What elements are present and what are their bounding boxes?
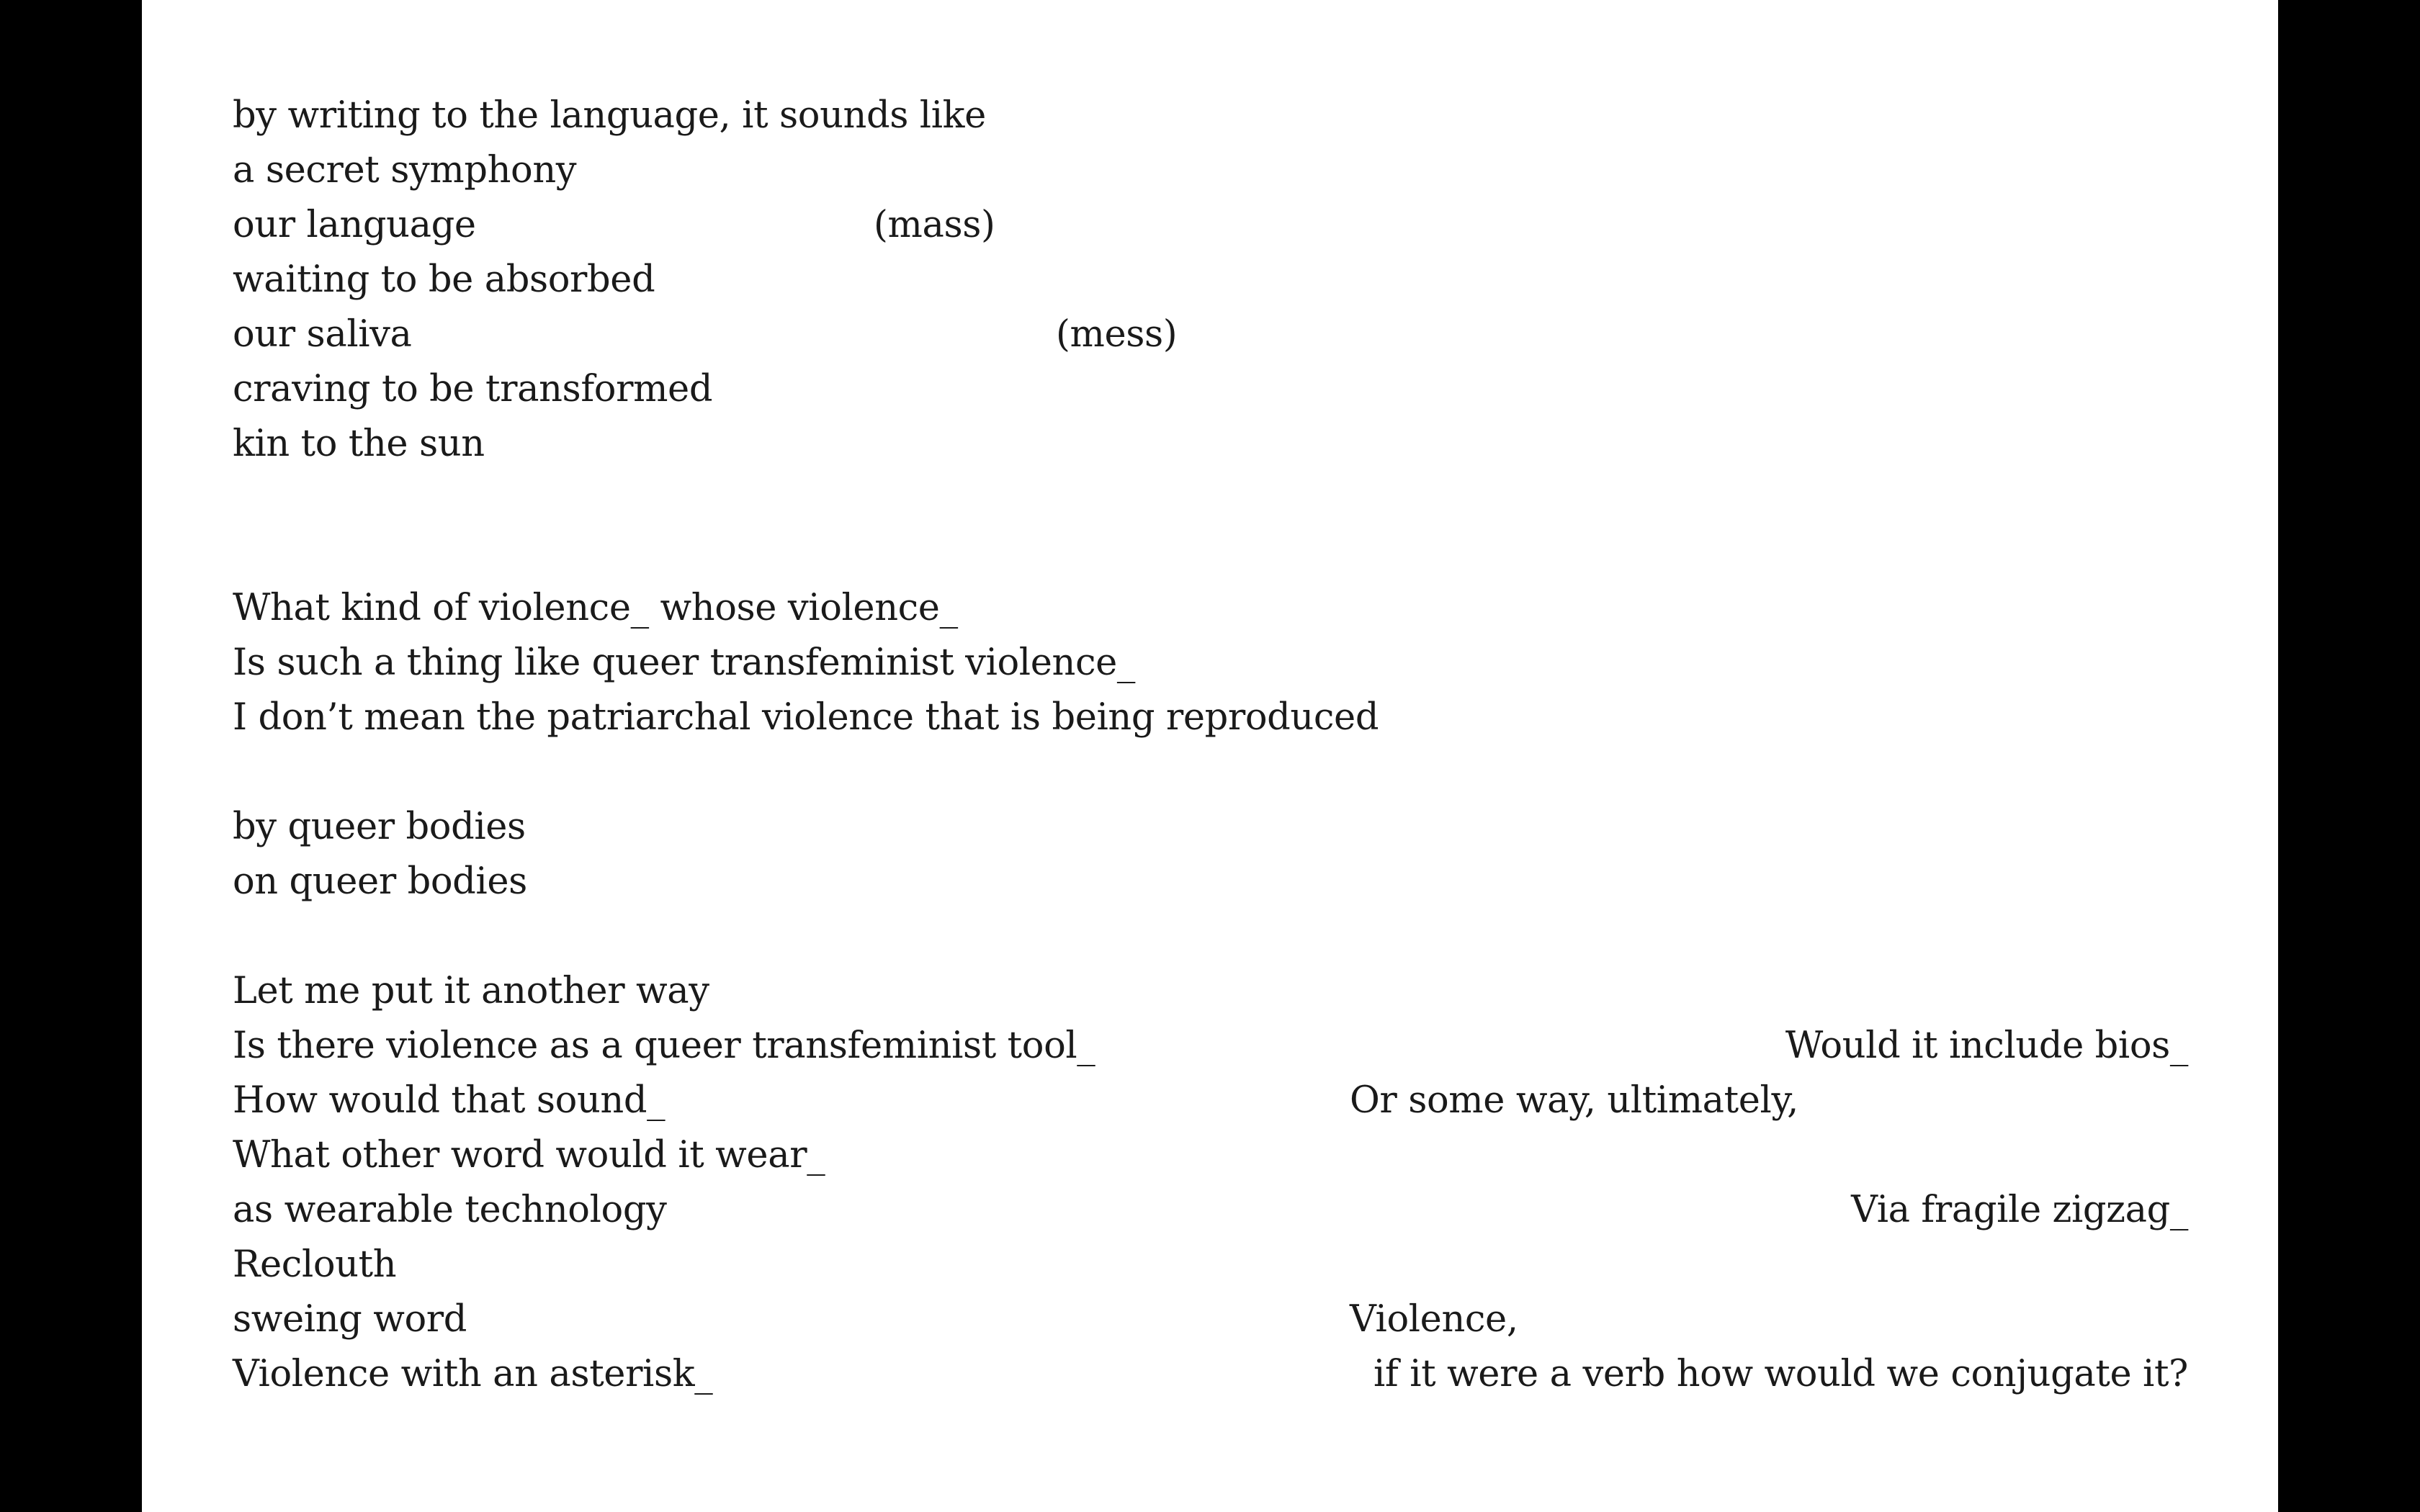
page <box>142 0 2278 1512</box>
poem-line: What kind of violence_ whose violence_ <box>233 587 958 629</box>
margin-line: if it were a verb how would we conjugate it? <box>1373 1353 2188 1395</box>
poem-line: as wearable technology <box>233 1189 667 1231</box>
poem-line: Is there violence as a queer transfeminist tool_ <box>233 1025 1095 1067</box>
poem-line: kin to the sun <box>233 423 485 465</box>
poem-line: I don’t mean the patriarchal violence that is being reproduced <box>233 696 1379 739</box>
margin-line: Would it include bios_ <box>1785 1025 2188 1067</box>
poem-line: craving to be transformed <box>233 368 713 410</box>
poem-line: our saliva <box>233 313 412 356</box>
poem-aside-mass: (mass) <box>874 204 995 246</box>
poem-line: Violence with an asterisk_ <box>233 1353 713 1395</box>
poem-line: waiting to be absorbed <box>233 258 655 301</box>
margin-line: Violence, <box>1350 1298 1518 1341</box>
margin-line: Or some way, ultimately, <box>1350 1079 1798 1122</box>
poem-line: by writing to the language, it sounds like <box>233 94 986 137</box>
poem-line: Let me put it another way <box>233 970 709 1012</box>
poem-line: on queer bodies <box>233 860 527 903</box>
poem-line: What other word would it wear_ <box>233 1134 825 1176</box>
poem-line: sweing word <box>233 1298 467 1341</box>
poem-aside-mess: (mess) <box>1056 313 1178 356</box>
margin-line: Via fragile zigzag_ <box>1851 1189 2188 1231</box>
poem-line: by queer bodies <box>233 806 526 848</box>
poem-line: Reclouth <box>233 1243 397 1286</box>
poem-line: How would that sound_ <box>233 1079 666 1122</box>
poem-line: Is such a thing like queer transfeminist violence_ <box>233 642 1135 684</box>
poem-line: a secret symphony <box>233 149 577 192</box>
poem-line: our language <box>233 204 476 246</box>
